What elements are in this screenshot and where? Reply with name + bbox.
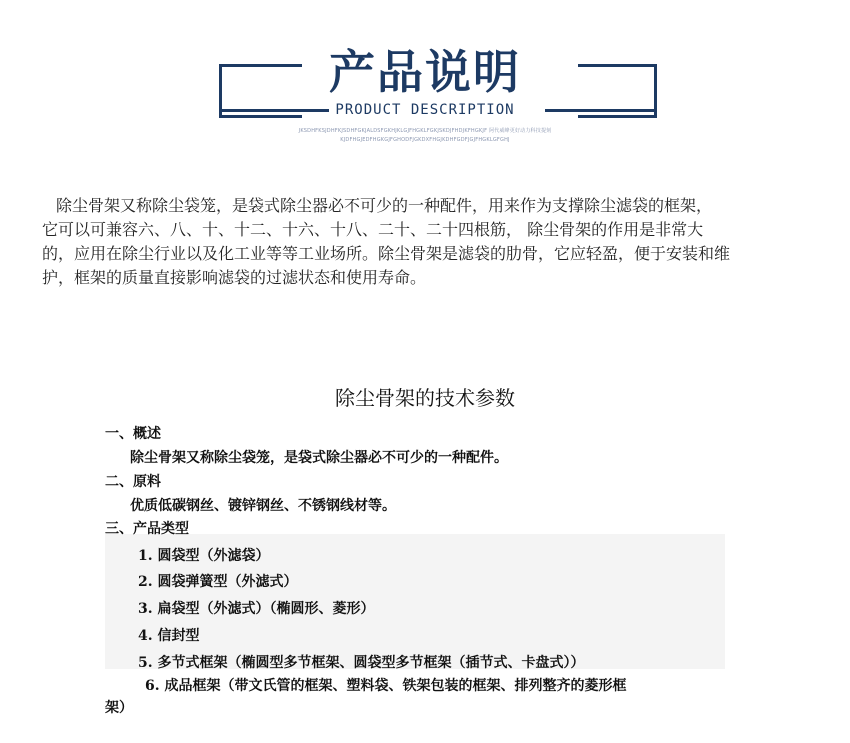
page-title: 产品说明 (329, 45, 521, 99)
decorative-small-text-2: KJDFHGJEDFHGKGJFGHODFJGKDXFHGJKDHFGDFJGJFHGKLGFGHJ (340, 137, 510, 143)
page-subtitle: PRODUCT DESCRIPTION (335, 102, 515, 118)
tech-params-title: 除尘骨架的技术参数 (335, 386, 515, 410)
product-type-item: 3. 扁袋型（外滤式）（椭圆形、菱形） (138, 601, 375, 617)
product-type-item: 4. 信封型 (138, 628, 200, 644)
product-type-item-6-continued: 架） (105, 700, 133, 716)
intro-line: 它可以可兼容六、八、十、十二、十六、十八、二十、二十四根筋， 除尘骨架的作用是非常大 (42, 220, 704, 239)
material-heading: 二、原料 (105, 474, 161, 490)
overview-heading: 一、概述 (105, 426, 161, 442)
product-type-item: 1. 圆袋型（外滤袋） (138, 548, 270, 564)
overview-text: 除尘骨架又称除尘袋笼，是袋式除尘器必不可少的一种配件。 (130, 450, 508, 466)
product-type-item-6: 6. 成品框架（带文氏管的框架、塑料袋、铁架包装的框架、排列整齐的菱形框 (145, 678, 627, 694)
product-type-item: 5. 多节式框架（椭圆型多节框架、圆袋型多节框架（插节式、卡盘式）） (138, 655, 585, 671)
intro-line: 的，应用在除尘行业以及化工业等等工业场所。除尘骨架是滤袋的肋骨，它应轻盈，便于安装和维 (42, 244, 731, 263)
decorative-small-text-1: JKSDHFKSJDHFKJSDHFGKJALDSFGKHJKLGJFHGKLFGKJSKDJFHDJKFHGKJF 阿代威峰更好动力科技提刻 (298, 128, 552, 134)
intro-line: 护，框架的质量直接影响滤袋的过滤状态和使用寿命。 (42, 268, 427, 287)
material-text: 优质低碳钢丝、镀锌钢丝、不锈钢线材等。 (130, 498, 396, 514)
intro-line: 除尘骨架又称除尘袋笼，是袋式除尘器必不可少的一种配件，用来作为支撑除尘滤袋的框架， (56, 196, 713, 215)
product-type-item: 2. 圆袋弹簧型（外滤式） (138, 574, 298, 590)
types-heading: 三、产品类型 (105, 521, 189, 537)
